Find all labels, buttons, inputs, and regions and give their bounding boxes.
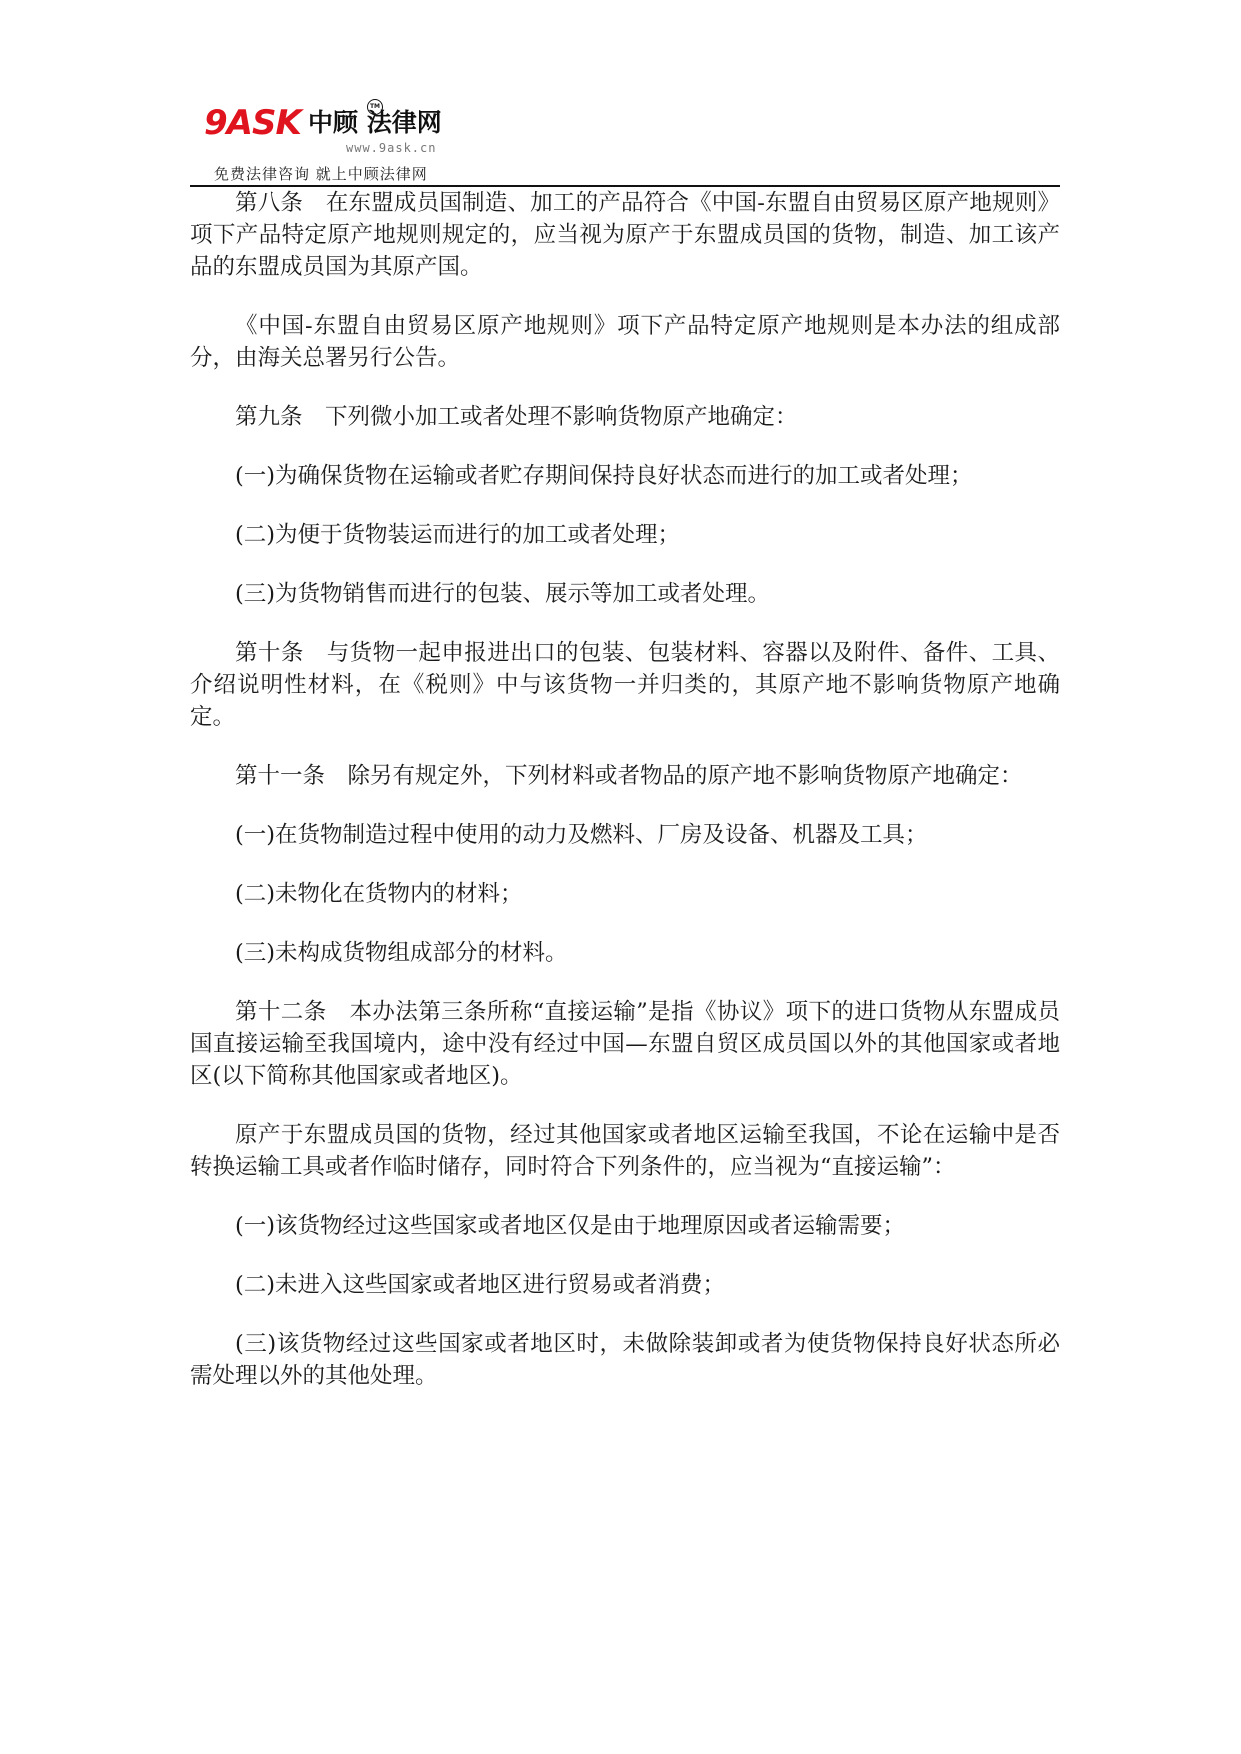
article-12-item-3: (三)该货物经过这些国家或者地区时，未做除装卸或者为使货物保持良好状态所必需处理以外的其他处理。 — [190, 1331, 1060, 1389]
article-11-item-2: (二)未物化在货物内的材料； — [235, 881, 523, 907]
article-12-item-1: (一)该货物经过这些国家或者地区仅是由于地理原因或者运输需要； — [235, 1213, 906, 1239]
article-12: 第十二条 本办法第三条所称“直接运输”是指《协议》项下的进口货物从东盟成员国直接运输至我国境内，途中没有经过中国—东盟自贸区成员国以外的其他国家或者地区(以下简称其他国家或者地区)。 — [190, 999, 1060, 1089]
article-11-item-3: (三)未构成货物组成部分的材料。 — [235, 940, 568, 966]
article-9: 第九条 下列微小加工或者处理不影响货物原产地确定： — [235, 404, 798, 430]
article-11: 第十一条 除另有规定外，下列材料或者物品的原产地不影响货物原产地确定： — [235, 763, 1023, 789]
page-header — [190, 95, 1060, 187]
article-12-note: 原产于东盟成员国的货物，经过其他国家或者地区运输至我国，不论在运输中是否转换运输工具或者作临时储存，同时符合下列条件的，应当视为“直接运输”： — [190, 1122, 1060, 1180]
article-9-item-2: (二)为便于货物装运而进行的加工或者处理； — [235, 522, 681, 548]
article-8: 第八条 在东盟成员国制造、加工的产品符合《中国-东盟自由贸易区原产地规则》项下产品特定原产地规则规定的，应当视为原产于东盟成员国的货物，制造、加工该产品的东盟成员国为其原产国。 — [190, 190, 1060, 280]
article-11-item-1: (一)在货物制造过程中使用的动力及燃料、厂房及设备、机器及工具； — [235, 822, 928, 848]
article-10: 第十条 与货物一起申报进出口的包装、包装材料、容器以及附件、备件、工具、介绍说明性材料，在《税则》中与该货物一并归类的，其原产地不影响货物原产地确定。 — [190, 640, 1060, 730]
logo-brand: 9ASK — [204, 103, 301, 143]
site-logo[interactable] — [204, 103, 464, 187]
logo-cn-name: 中顾 法律网 — [308, 108, 442, 137]
trademark-icon: TM — [367, 99, 383, 115]
article-9-item-1: (一)为确保货物在运输或者贮存期间保持良好状态而进行的加工或者处理； — [235, 463, 973, 489]
logo-url: www.9ask.cn — [346, 141, 437, 155]
article-8-note: 《中国-东盟自由贸易区原产地规则》项下产品特定原产地规则是本办法的组成部分，由海关总署另行公告。 — [190, 313, 1060, 371]
logo-slogan: 免费法律咨询 就上中顾法律网 — [214, 165, 428, 183]
document-body — [190, 187, 1060, 1419]
article-12-item-2: (二)未进入这些国家或者地区进行贸易或者消费； — [235, 1272, 726, 1298]
article-9-item-3: (三)为货物销售而进行的包装、展示等加工或者处理。 — [235, 581, 771, 607]
